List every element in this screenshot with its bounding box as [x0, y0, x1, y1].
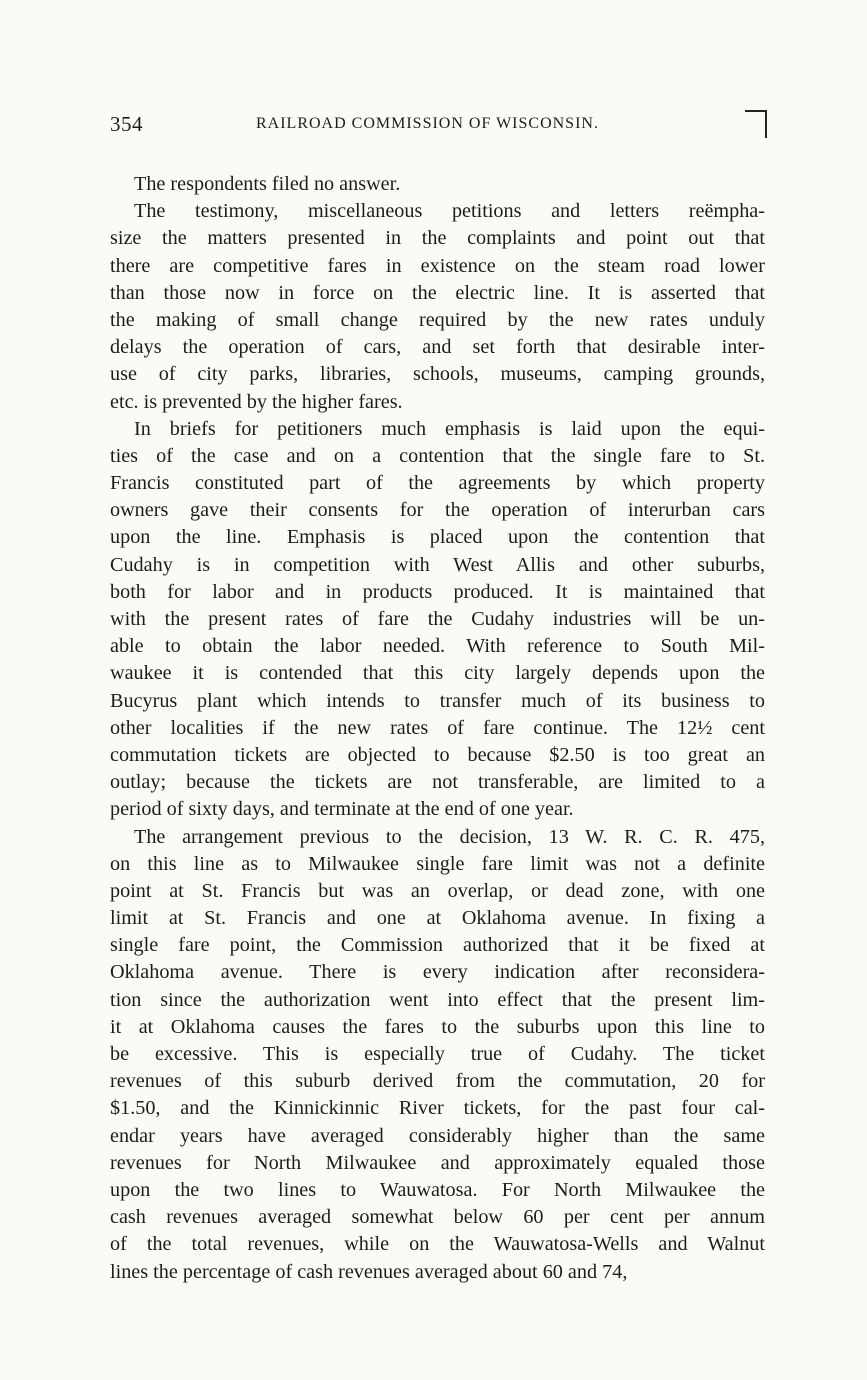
- text-line: both for labor and in products produced. It is maintained that: [110, 580, 765, 603]
- text-line: The testimony, miscellaneous petitions and letters reëmpha-: [134, 200, 765, 223]
- text-line: tion since the authorization went into effect that the present lim-: [110, 988, 765, 1011]
- text-line: endar years have averaged considerably higher than the same: [110, 1124, 765, 1147]
- text-line: Bucyrus plant which intends to transfer much of its business to: [110, 689, 765, 712]
- running-title: RAILROAD COMMISSION OF WISCONSIN.: [256, 115, 599, 132]
- text-line: commutation tickets are objected to because $2.50 is too great an: [110, 743, 765, 766]
- text-line: cash revenues averaged somewhat below 60 per cent per annum: [110, 1206, 765, 1229]
- text-line: there are competitive fares in existence on the steam road lower: [110, 254, 765, 277]
- text-line: Francis constituted part of the agreements by which property: [110, 472, 765, 495]
- text-line: of the total revenues, while on the Wauwatosa-Wells and Walnut: [110, 1233, 765, 1256]
- text-line: on this line as to Milwaukee single fare limit was not a definite: [110, 852, 765, 875]
- text-line: upon the line. Emphasis is placed upon the contention that: [110, 526, 765, 549]
- text-line: owners gave their consents for the operation of interurban cars: [110, 499, 765, 522]
- text-line: limit at St. Francis and one at Oklahoma avenue. In fixing a: [110, 907, 765, 930]
- paragraph: [110, 198, 765, 416]
- text-line: than those now in force on the electric line. It is asserted that: [110, 281, 765, 304]
- text-line: etc. is prevented by the higher fares.: [110, 390, 403, 413]
- text-line: revenues for North Milwaukee and approximately equaled those: [110, 1151, 765, 1174]
- text-line: revenues of this suburb derived from the commutation, 20 for: [110, 1070, 765, 1093]
- page-header: [110, 112, 765, 142]
- text-line: it at Oklahoma causes the fares to the suburbs upon this line to: [110, 1015, 765, 1038]
- page-number: 354: [110, 112, 143, 136]
- text-line: outlay; because the tickets are not transferable, are limited to a: [110, 771, 765, 794]
- text-line: The respondents filed no answer.: [134, 173, 401, 195]
- text-line: be excessive. This is especially true of Cudahy. The ticket: [110, 1043, 765, 1065]
- text-line: single fare point, the Commission authorized that it be fixed at: [110, 934, 765, 957]
- text-line: Cudahy is in competition with West Allis and other suburbs,: [110, 553, 765, 576]
- paragraph: [110, 416, 765, 824]
- text-line: other localities if the new rates of fare continue. The 12½ cent: [110, 716, 765, 739]
- text-line: Oklahoma avenue. There is every indication after reconsidera-: [110, 961, 765, 984]
- text-line: upon the two lines to Wauwatosa. For North Milwaukee the: [110, 1178, 765, 1201]
- text-line: size the matters presented in the complaints and point out that: [110, 227, 765, 250]
- text-line: ties of the case and on a contention that the single fare to St.: [110, 444, 765, 467]
- text-line: use of city parks, libraries, schools, museums, camping grounds,: [110, 363, 765, 386]
- text-line: The arrangement previous to the decision, 13 W. R. C. R. 475,: [134, 825, 765, 848]
- text-line: delays the operation of cars, and set forth that desirable inter-: [110, 336, 765, 359]
- text-line: In briefs for petitioners much emphasis is laid upon the equi-: [134, 417, 765, 440]
- text-line: the making of small change required by the new rates unduly: [110, 308, 765, 331]
- text-line: $1.50, and the Kinnickinnic River tickets, for the past four cal-: [110, 1097, 765, 1120]
- text-line: with the present rates of fare the Cudahy industries will be un-: [110, 608, 765, 630]
- paragraph: [110, 824, 765, 1286]
- text-line: lines the percentage of cash revenues averaged about 60 and 74,: [110, 1260, 628, 1283]
- text-line: waukee it is contended that this city largely depends upon the: [110, 662, 765, 685]
- text-line: period of sixty days, and terminate at the end of one year.: [110, 798, 574, 821]
- corner-mark: [745, 110, 767, 138]
- text-line: able to obtain the labor needed. With reference to South Mil-: [110, 635, 765, 658]
- paragraph: [110, 171, 765, 198]
- text-line: point at St. Francis but was an overlap, or dead zone, with one: [110, 879, 765, 902]
- body-text: [110, 171, 765, 1286]
